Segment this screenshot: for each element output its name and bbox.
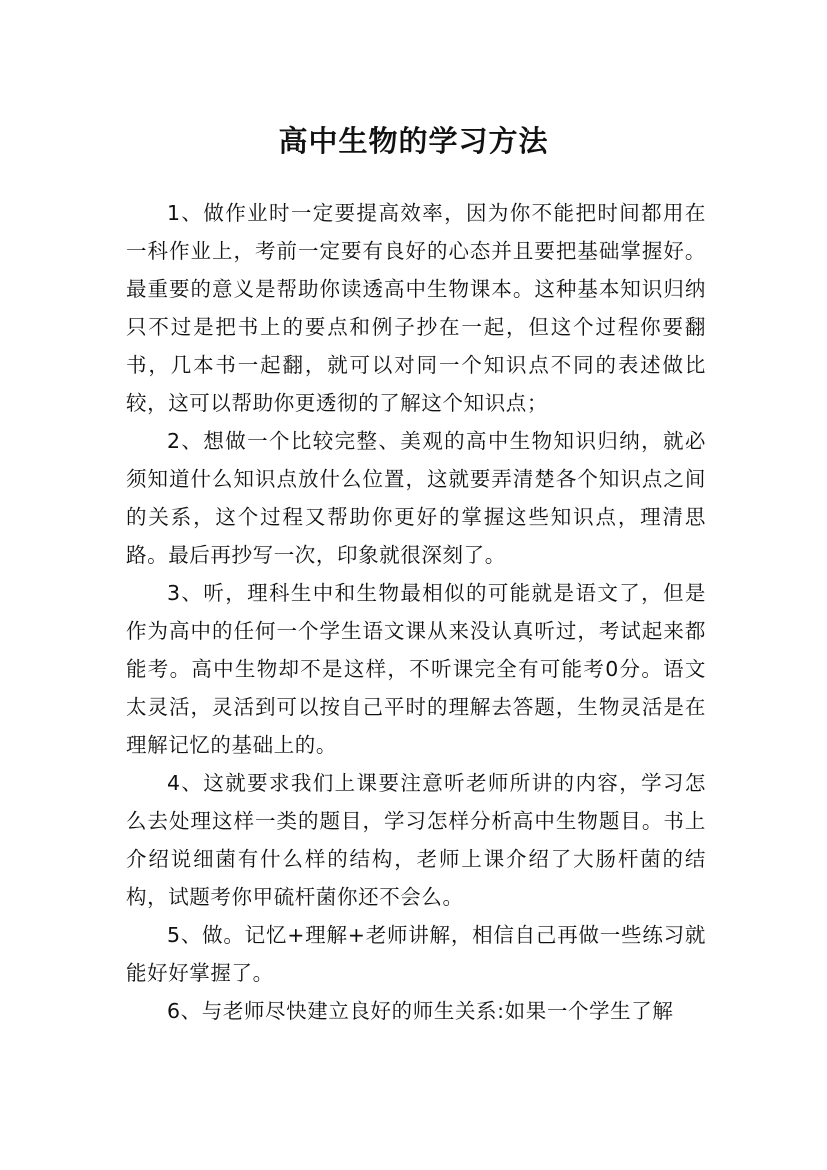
paragraph-5: 5、做。记忆+理解+老师讲解，相信自己再做一些练习就能好好掌握了。 <box>126 923 706 985</box>
document-body <box>126 194 706 1030</box>
paragraph-1: 1、做作业时一定要提高效率，因为你不能把时间都用在一科作业上，考前一定要有良好的心态并且要把基础掌握好。最重要的意义是帮助你读透高中生物课本。这种基本知识归纳只不过是把书上的要点和例子抄在一起，但这个过程你要翻书，几本书一起翻，就可以对同一个知识点不同的表述做比较，这可以帮助你更透彻的了解这个知识点； <box>126 201 706 415</box>
paragraph-3: 3、听，理科生中和生物最相似的可能就是语文了，但是作为高中的任何一个学生语文课从来没认真听过，考试起来都能考。高中生物却不是这样，不听课完全有可能考0分。语文太灵活，灵活到可以按自己平时的理解去答题，生物灵活是在理解记忆的基础上的。 <box>126 581 706 757</box>
paragraph-6: 6、与老师尽快建立良好的师生关系:如果一个学生了解 <box>167 999 674 1023</box>
document-title: 高中生物的学习方法 <box>278 124 549 159</box>
paragraph-4: 4、这就要求我们上课要注意听老师所讲的内容，学习怎么去处理这样一类的题目，学习怎样分析高中生物题目。书上介绍说细菌有什么样的结构，老师上课介绍了大肠杆菌的结构，试题考你甲硫杆菌你还不会么。 <box>126 771 706 909</box>
paragraph-2: 2、想做一个比较完整、美观的高中生物知识归纳，就必须知道什么知识点放什么位置，这就要弄清楚各个知识点之间的关系，这个过程又帮助你更好的掌握这些知识点，理清思路。最后再抄写一次，印象就很深刻了。 <box>126 429 706 567</box>
